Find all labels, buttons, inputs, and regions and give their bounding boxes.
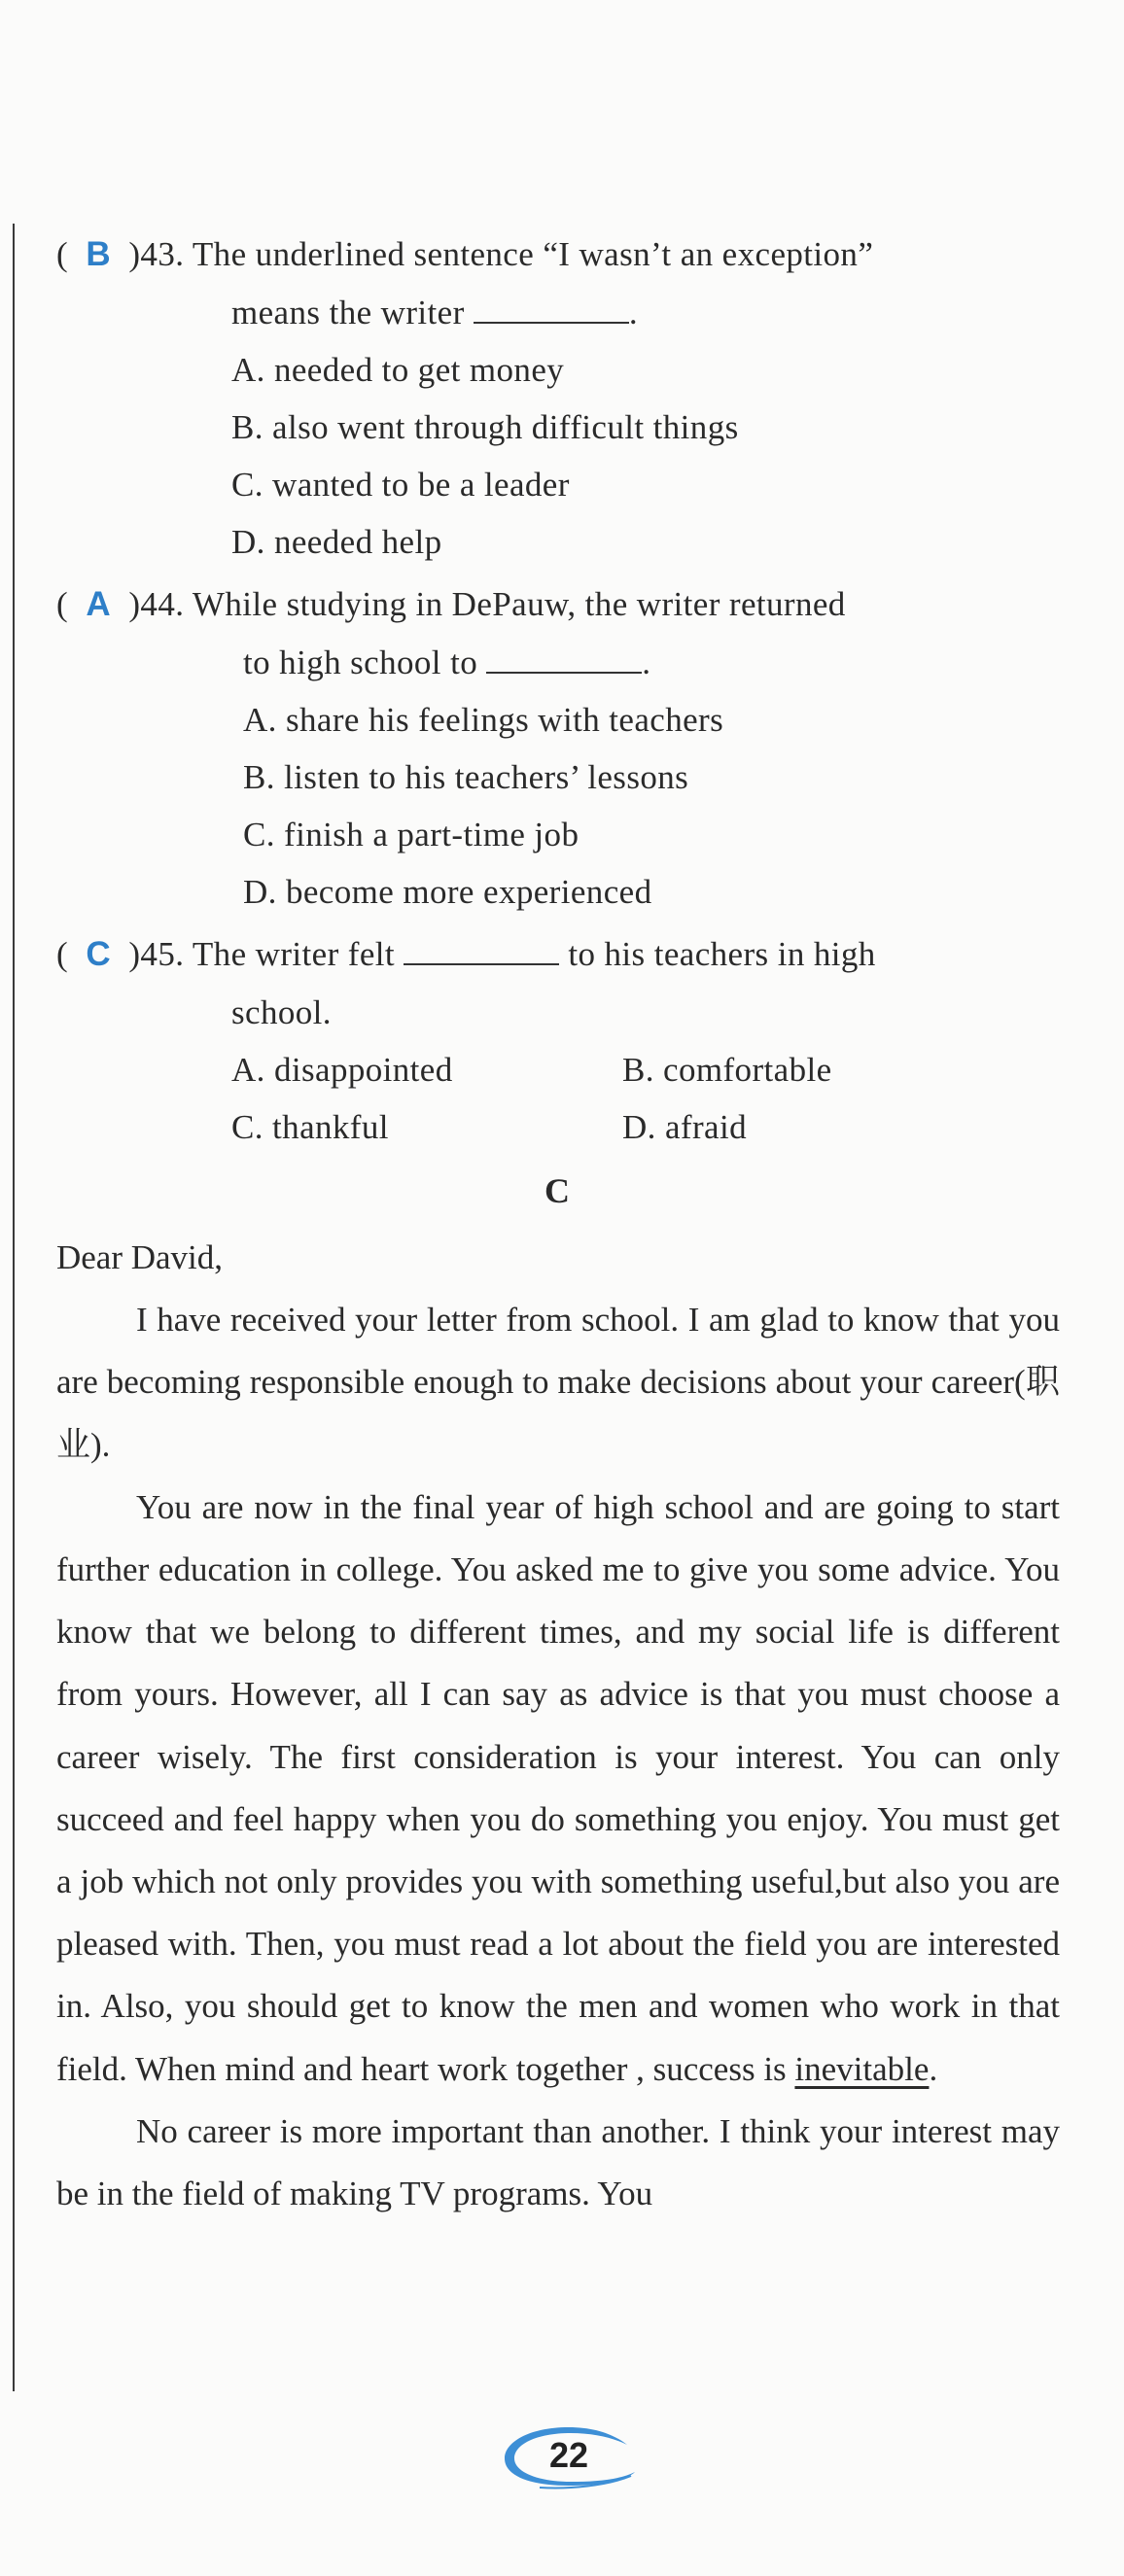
page: ( B )43. The underlined sentence “I wasn’t an exception” means the writer . A. needed to get money B. also went through difficult things C. wanted to be a leader D. needed help ( A )44. While studying in DePauw, the writer returned to high school to . A. share his feelings with teachers B. listen to his teachers’ lessons C. finish a part-time job D. become more experienced ( C )45. The writer felt to his teachers in high school. A. disappointed B. comfortable C. thankful D. afraid C Dear David, I have received your letter from school. I am glad to know that you are becoming responsible enough to make decisions about your career(职业). You are now in the final year of high school and are going to start further education in college. You asked me to give you some advice. You know that we belong to different times, and my social life is different from yours. However, all I can say as advice is that you must choose a career wisely. The first consideration is your interest. You can only succeed and feel happy when you do something you enjoy. You must get a job which not only provides you with something useful,but also you are pleased with. Then, you must read a lot about the field you are interested in. Also, you should get to know the men and women who work in that field. When mind and heart work together , success is inevitable. No career is more important than another. I think your interest may be in the field of making TV programs. You 22 <box>0 0 1124 2576</box>
option-d: D. needed help <box>231 523 442 561</box>
option-c: C. thankful <box>231 1108 389 1146</box>
page-number-badge <box>501 2423 637 2489</box>
question-45-stem-1b: to his teachers in high <box>568 935 876 973</box>
answer-45: C <box>86 935 112 973</box>
section-heading: C <box>544 1171 570 1210</box>
question-43-stem-2: means the writer <box>231 294 465 331</box>
answer-blank <box>404 936 559 965</box>
option-c: C. wanted to be a leader <box>231 466 570 504</box>
question-number-43: )43. <box>128 235 185 273</box>
question-number-44: )44. <box>128 585 185 623</box>
answer-blank <box>486 644 642 674</box>
option-b: B. comfortable <box>622 1051 832 1089</box>
salutation: Dear David, <box>56 1238 224 1276</box>
underlined-word: inevitable <box>794 2049 930 2088</box>
question-45-stem-1: The writer felt <box>192 935 396 973</box>
page-number: 22 <box>548 2435 589 2475</box>
question-43-stem-1: The underlined sentence “I wasn’t an exception” <box>192 235 874 273</box>
answer-blank <box>474 295 629 324</box>
option-d: D. become more experienced <box>243 873 652 911</box>
answer-44: A <box>86 585 112 623</box>
question-44-stem-1: While studying in DePauw, the writer returned <box>192 585 846 623</box>
paragraph-2: You are now in the final year of high school and are going to start further education in college. You asked me to give you some advice. You know that we belong to different times, and my social life is different from yours. However, all I can say as advice is that you must choose a career wisely. The first consideration is your interest. You can only succeed and feel happy when you do something you enjoy. You must get a job which not only provides you with something useful,but also you are pleased with. Then, you must read a lot about the field you are interested in. Also, you should get to know the men and women who work in that field. When mind and heart work together , success is inevitable. <box>56 1487 1060 2088</box>
option-c: C. finish a part-time job <box>243 816 580 853</box>
paragraph-1: I have received your letter from school. I am glad to know that you are becoming responsible enough to make decisions about your career(职业). <box>56 1301 1060 1464</box>
answer-43: B <box>86 235 112 273</box>
margin-line <box>13 224 15 2391</box>
letter-passage <box>56 1227 1060 2225</box>
question-45-stem-2: school. <box>231 993 332 1031</box>
option-d: D. afraid <box>622 1108 747 1146</box>
option-a: A. share his feelings with teachers <box>243 701 724 739</box>
question-44-stem-2: to high school to <box>243 644 478 681</box>
option-a: A. needed to get money <box>231 351 565 389</box>
option-b: B. listen to his teachers’ lessons <box>243 758 689 796</box>
paragraph-3: No career is more important than another. I think your interest may be in the field of making TV programs. You <box>56 2111 1060 2213</box>
question-number-45: )45. <box>128 935 185 973</box>
option-a: A. disappointed <box>231 1051 453 1089</box>
option-b: B. also went through difficult things <box>231 408 739 446</box>
